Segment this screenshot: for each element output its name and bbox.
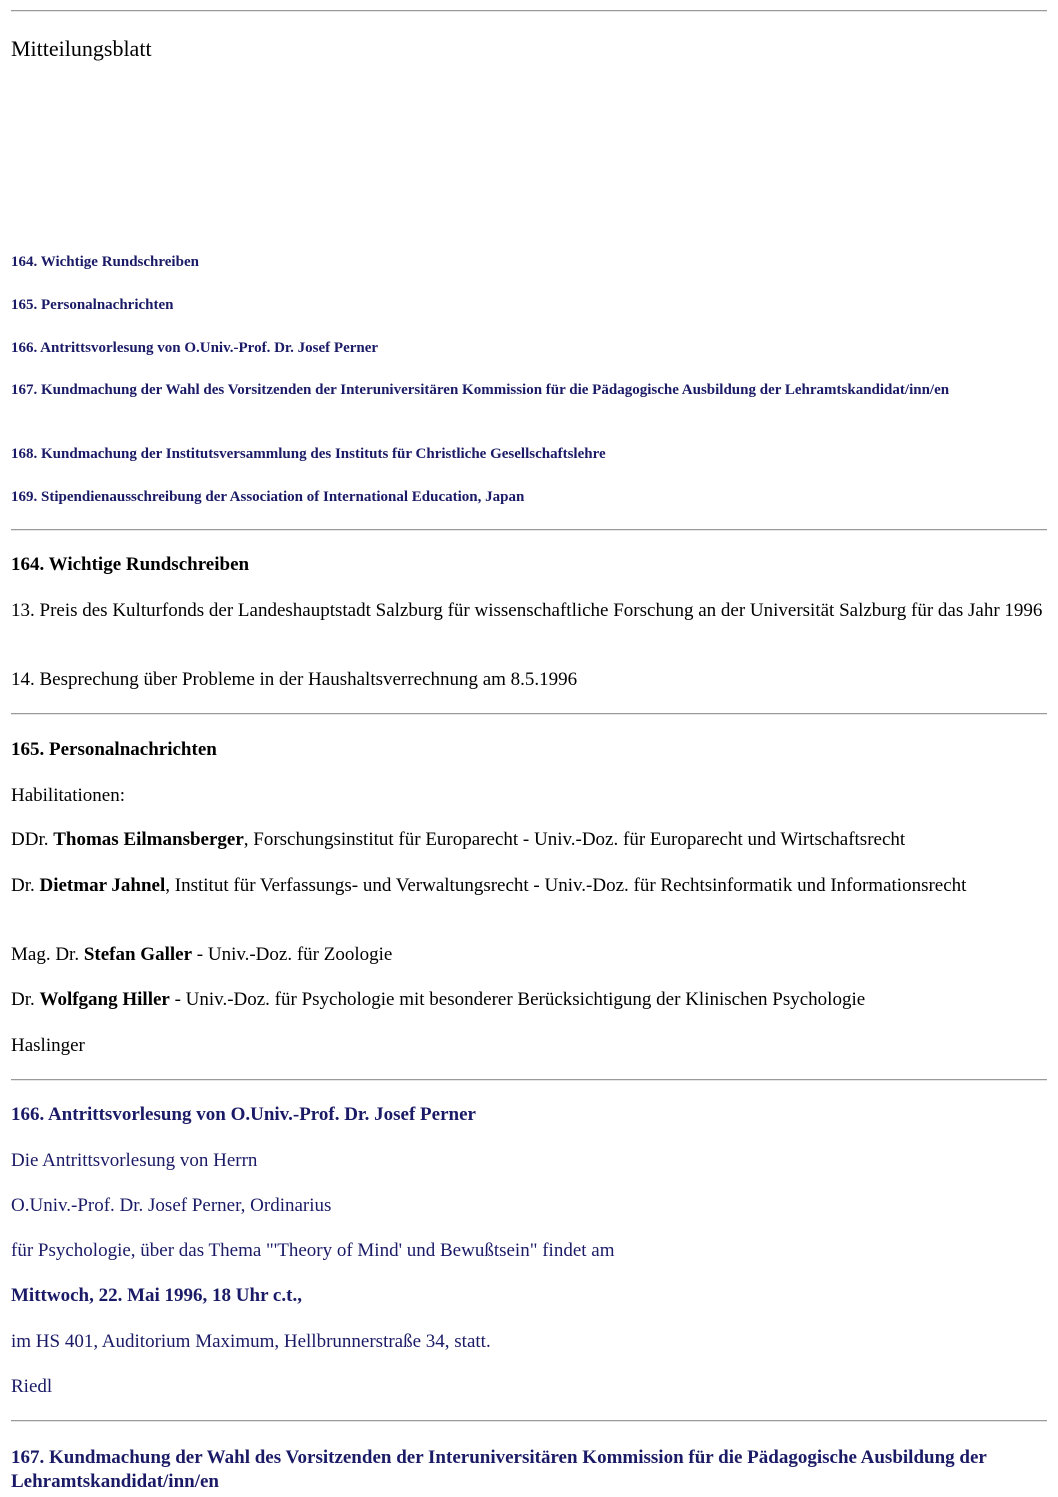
person-name: Stefan Galler (83, 944, 193, 965)
person-title: Dr. (11, 875, 40, 896)
person-entry (11, 874, 1047, 898)
paragraph: für Psychologie, über das Thema "'Theory of Mind' und Bewußtsein" findet am (11, 1240, 615, 1261)
toc-link-166[interactable]: 166. Antrittsvorlesung von O.Univ.-Prof. Dr. Josef Perner (11, 340, 379, 356)
signature: Riedl (11, 1376, 53, 1397)
person-title: DDr. (11, 829, 54, 850)
toc-link-167[interactable]: 167. Kundmachung der Wahl des Vorsitzenden der Interuniversitären Kommission für die Pädagogische Ausbildung der Lehramtskandidat/inn/en (11, 382, 950, 398)
person-name: Dietmar Jahnel (39, 875, 166, 896)
person-entry (11, 828, 1047, 852)
section-heading: 167. Kundmachung der Wahl des Vorsitzenden der Interuniversitären Kommission für die Pädagogische Ausbildung der Lehramtskandidat/inn/en (11, 1447, 987, 1492)
paragraph: 13. Preis des Kulturfonds der Landeshauptstadt Salzburg für wissenschaftliche Forschung an der Universität Salzburg für das Jahr 1996 (11, 600, 1043, 621)
divider (11, 529, 1047, 531)
event-date: Mittwoch, 22. Mai 1996, 18 Uhr c.t., (11, 1285, 302, 1306)
toc-link-169[interactable]: 169. Stipendienausschreibung der Association of International Education, Japan (11, 489, 525, 505)
person-title: Mag. Dr. (11, 944, 84, 965)
person-details: - Univ.-Doz. für Psychologie mit besonderer Berücksichtigung der Klinischen Psychologie (169, 989, 866, 1010)
signature: Haslinger (11, 1035, 85, 1056)
divider (11, 1420, 1047, 1422)
person-name: Thomas Eilmansberger (53, 829, 244, 850)
person-entry (11, 988, 1047, 1012)
paragraph: 14. Besprechung über Probleme in der Haushaltsverrechnung am 8.5.1996 (11, 669, 578, 690)
toc-link-165[interactable]: 165. Personalnachrichten (11, 297, 174, 313)
person-name: Wolfgang Hiller (39, 989, 170, 1010)
paragraph: Habilitationen: (11, 785, 125, 806)
section-heading: 165. Personalnachrichten (11, 739, 217, 760)
section-heading: 166. Antrittsvorlesung von O.Univ.-Prof. Dr. Josef Perner (11, 1104, 476, 1125)
divider (11, 10, 1047, 12)
paragraph: im HS 401, Auditorium Maximum, Hellbrunnerstraße 34, statt. (11, 1331, 491, 1352)
person-entry (11, 943, 1047, 967)
paragraph: Die Antrittsvorlesung von Herrn (11, 1150, 258, 1171)
paragraph: O.Univ.-Prof. Dr. Josef Perner, Ordinarius (11, 1195, 332, 1216)
person-details: - Univ.-Doz. für Zoologie (192, 944, 393, 965)
divider (11, 713, 1047, 715)
toc-link-164[interactable]: 164. Wichtige Rundschreiben (11, 254, 199, 270)
person-title: Dr. (11, 989, 40, 1010)
person-details: , Forschungsinstitut für Europarecht - Univ.-Doz. für Europarecht und Wirtschaftsrecht (243, 829, 906, 850)
divider (11, 1079, 1047, 1081)
section-heading: 164. Wichtige Rundschreiben (11, 554, 250, 575)
toc-link-168[interactable]: 168. Kundmachung der Institutsversammlung des Instituts für Christliche Gesellschaftslehre (11, 446, 606, 462)
page-title: Mitteilungsblatt (11, 36, 152, 61)
person-details: , Institut für Verfassungs- und Verwaltungsrecht - Univ.-Doz. für Rechtsinformatik und Informationsrecht (165, 875, 967, 896)
